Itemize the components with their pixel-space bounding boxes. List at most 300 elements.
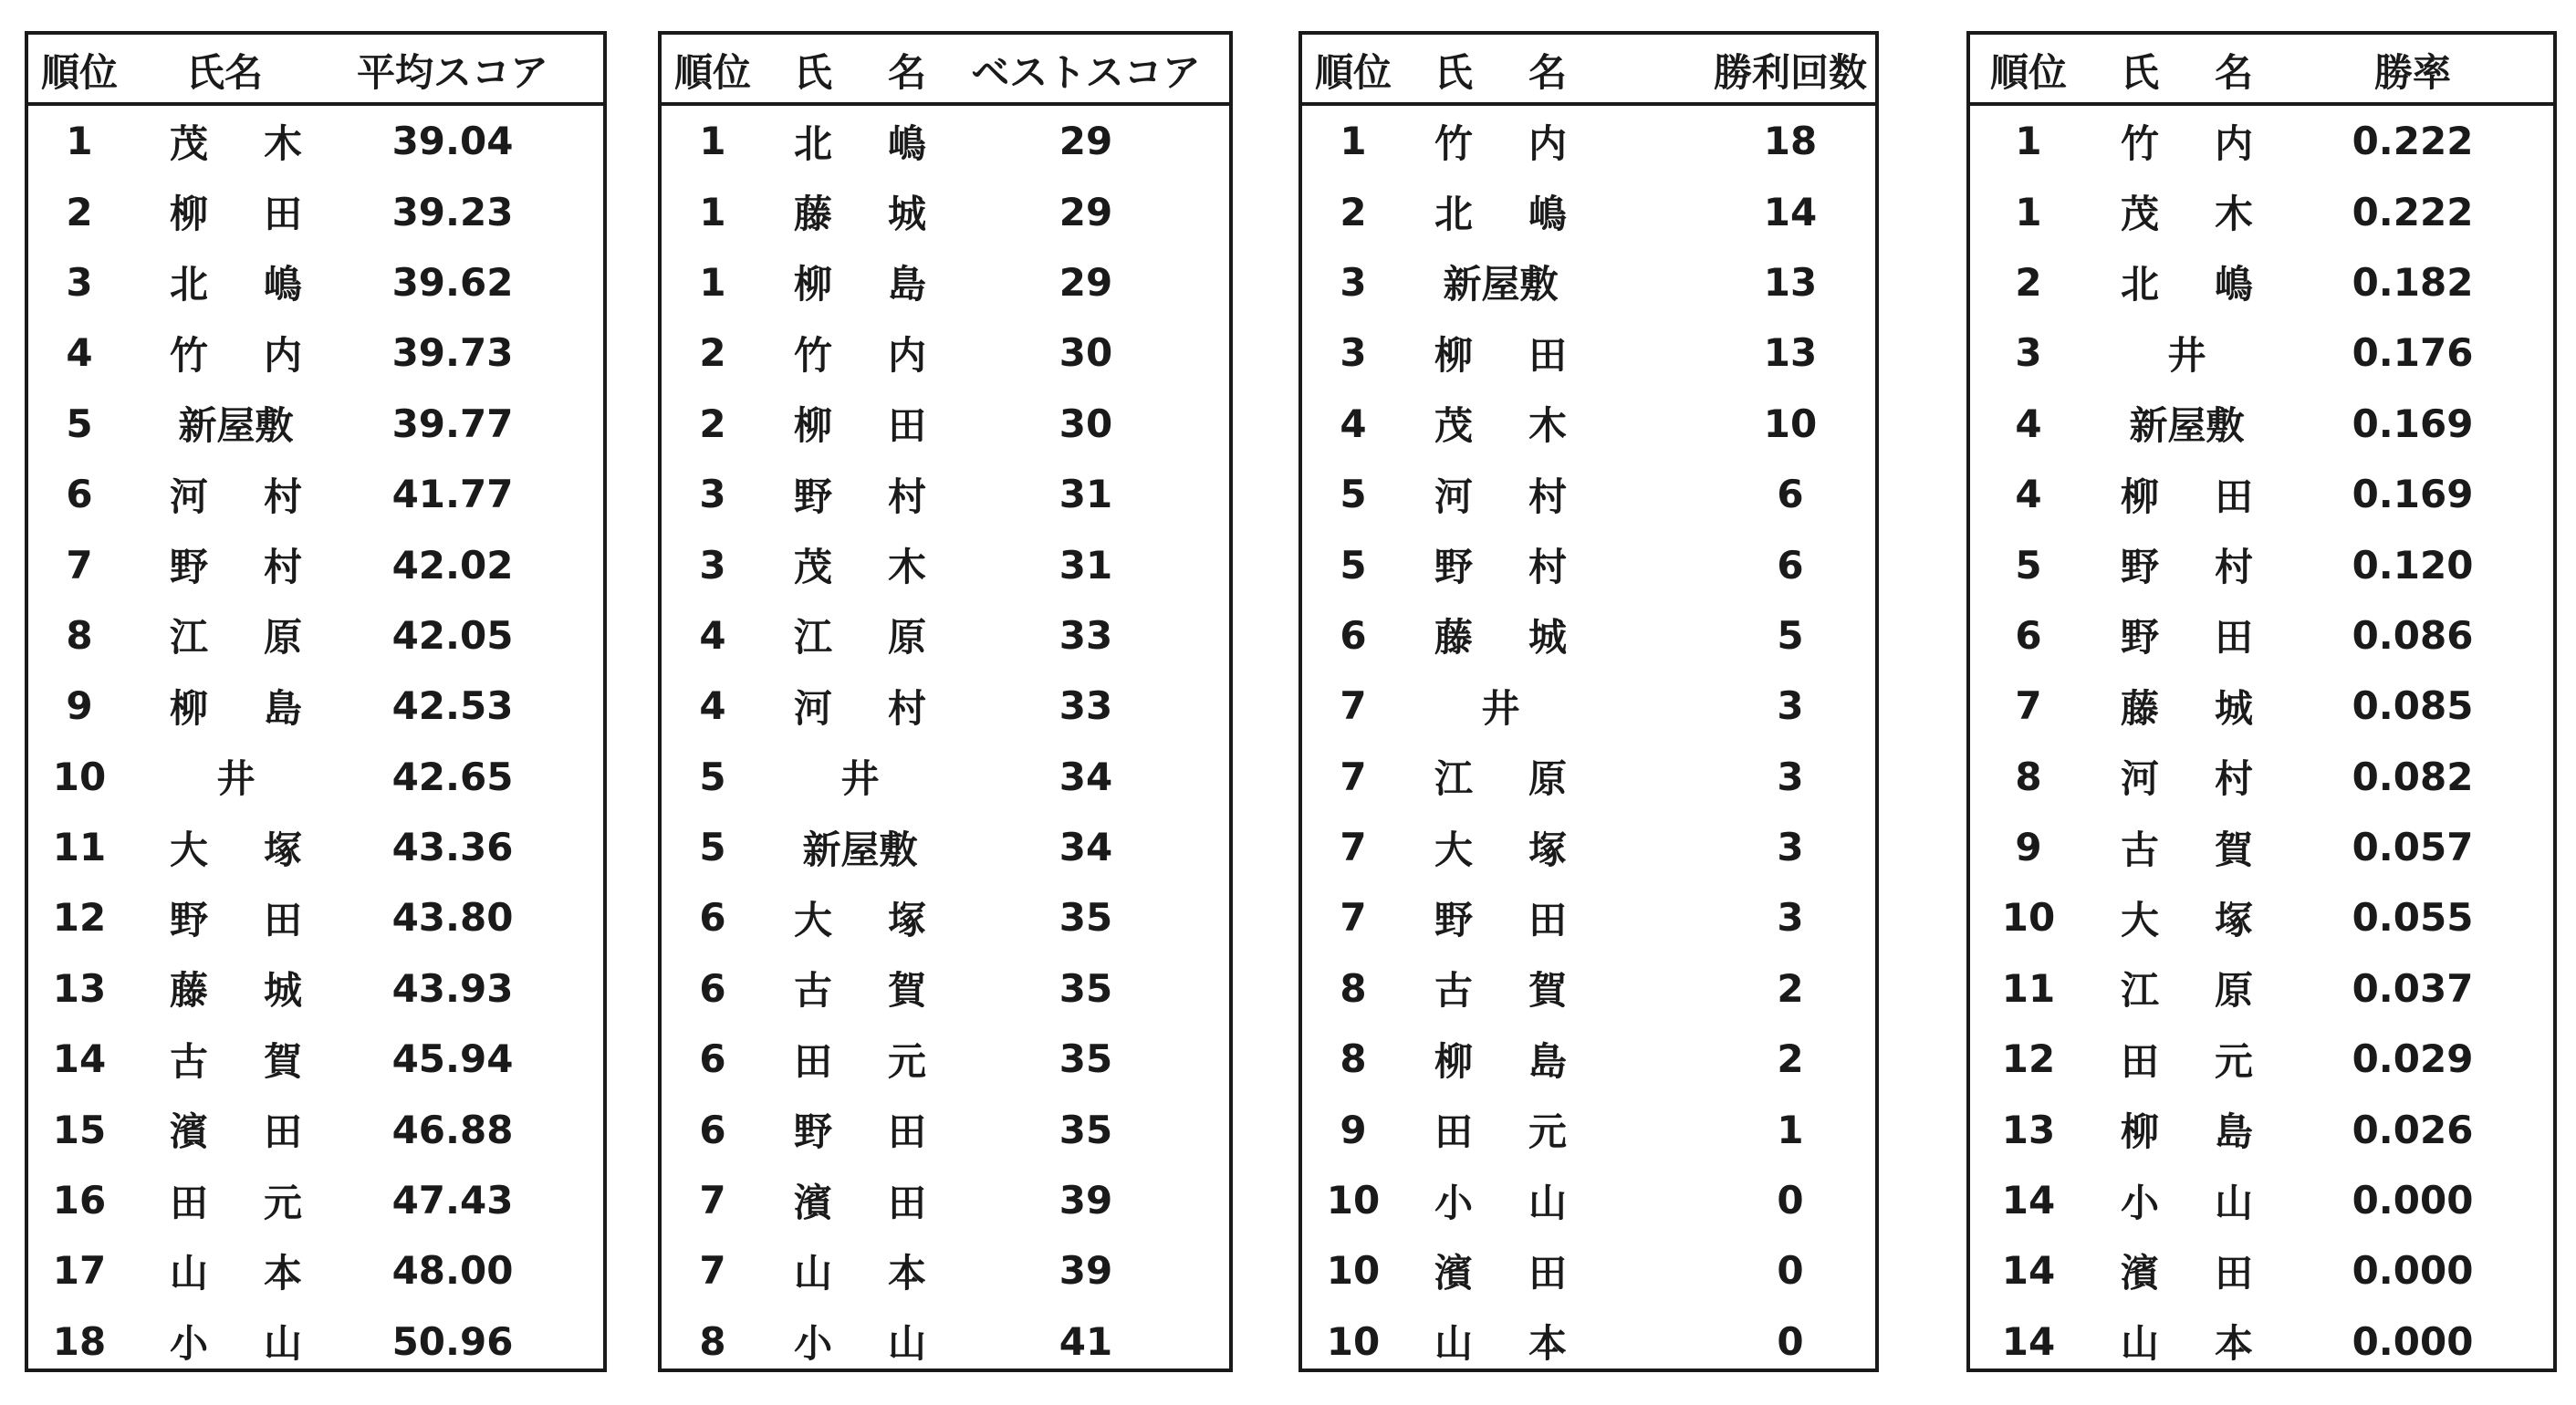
value-cell: 41	[1059, 1318, 1113, 1364]
table-row	[1302, 459, 1875, 529]
table-row	[662, 742, 1229, 812]
rank-cell: 7	[1340, 683, 1367, 729]
rank-cell: 5	[66, 401, 93, 446]
table-row	[1970, 1306, 2553, 1377]
table-row	[1970, 317, 2553, 388]
value-cell: 0.029	[2352, 1036, 2474, 1082]
value-cell: 43.80	[391, 895, 514, 941]
rank-cell: 8	[1340, 965, 1367, 1011]
value-cell: 0.082	[2352, 754, 2474, 799]
table-row	[662, 1094, 1229, 1164]
table-row	[1302, 742, 1875, 812]
table-row	[28, 176, 603, 246]
rank-cell: 7	[1340, 895, 1367, 941]
table-row	[1302, 671, 1875, 741]
rank-cell: 3	[699, 472, 726, 517]
value-cell: 30	[1059, 401, 1113, 446]
table-row	[1970, 812, 2553, 882]
value-cell: 39.62	[391, 259, 514, 305]
table-row	[28, 671, 603, 741]
value-cell: 0	[1777, 1248, 1804, 1294]
rank-cell: 9	[2015, 825, 2042, 870]
name-cell: 江 原	[2121, 968, 2253, 1014]
rank-cell: 14	[2001, 1318, 2056, 1364]
table-row	[28, 247, 603, 317]
rank-cell: 3	[699, 542, 726, 588]
name-cell: 田 元	[2121, 1038, 2253, 1084]
table-row	[1302, 1094, 1875, 1164]
name-cell: 柳 田	[1434, 332, 1567, 378]
table-row	[1302, 389, 1875, 459]
table-row	[28, 742, 603, 812]
rank-cell: 1	[1340, 119, 1367, 164]
table-row	[28, 106, 603, 176]
header-rank: 順位	[673, 50, 751, 95]
name-cell: 新屋敷	[2129, 403, 2245, 449]
table-row	[1302, 1306, 1875, 1377]
name-cell: 濱 田	[794, 1180, 926, 1225]
header-name: 氏 名	[794, 50, 926, 95]
table-header	[1970, 35, 2553, 106]
name-cell: 山 本	[1434, 1321, 1567, 1367]
table-row	[28, 529, 603, 599]
rank-cell: 10	[52, 754, 107, 799]
rank-cell: 4	[2015, 472, 2042, 517]
value-cell: 39.73	[391, 330, 514, 376]
value-cell: 42.53	[391, 683, 514, 729]
name-cell: 北 嶋	[794, 120, 926, 166]
rank-cell: 4	[699, 612, 726, 658]
name-cell: 山 本	[2121, 1321, 2253, 1367]
rank-cell: 7	[2015, 683, 2042, 729]
value-cell: 0.037	[2352, 965, 2474, 1011]
value-cell: 35	[1059, 1036, 1113, 1082]
rank-cell: 10	[1326, 1318, 1381, 1364]
table-row	[1302, 247, 1875, 317]
table-row	[1302, 600, 1875, 671]
header-value: 勝利回数	[1713, 50, 1867, 95]
value-cell: 6	[1777, 472, 1804, 517]
rank-cell: 14	[2001, 1178, 2056, 1223]
rank-cell: 4	[1340, 401, 1367, 446]
rank-cell: 7	[699, 1178, 726, 1223]
header-rank: 順位	[1989, 50, 2067, 95]
header-value: 平均スコア	[357, 50, 549, 95]
name-cell: 井	[1481, 685, 1520, 731]
rank-cell: 6	[699, 965, 726, 1011]
value-cell: 45.94	[391, 1036, 514, 1082]
rank-cell: 1	[699, 189, 726, 234]
table-row	[1970, 671, 2553, 741]
rank-cell: 1	[66, 119, 93, 164]
name-cell: 大 塚	[170, 827, 302, 872]
rank-cell: 5	[1340, 542, 1367, 588]
table-row	[662, 1235, 1229, 1306]
name-cell: 竹 内	[2121, 120, 2253, 166]
name-cell: 小 山	[1434, 1180, 1567, 1225]
rank-cell: 6	[699, 1107, 726, 1152]
value-cell: 5	[1777, 612, 1804, 658]
table-row	[1302, 529, 1875, 599]
table-row	[662, 317, 1229, 388]
name-cell: 北 嶋	[1434, 192, 1567, 237]
header-value: ベストスコア	[971, 50, 1201, 95]
rank-cell: 12	[2001, 1036, 2056, 1082]
value-cell: 3	[1777, 895, 1804, 941]
value-cell: 35	[1059, 895, 1113, 941]
name-cell: 井	[2167, 332, 2206, 378]
name-cell: 茂 木	[2121, 192, 2253, 237]
name-cell: 小 山	[2121, 1180, 2253, 1225]
name-cell: 茂 木	[794, 545, 926, 590]
average-score-table	[25, 31, 607, 1372]
table-row	[28, 1235, 603, 1306]
name-cell: 田 元	[1434, 1109, 1567, 1155]
table-row	[662, 247, 1229, 317]
value-cell: 0	[1777, 1318, 1804, 1364]
name-cell: 竹 内	[794, 332, 926, 378]
rank-cell: 10	[2001, 895, 2056, 941]
table-row	[1302, 317, 1875, 388]
value-cell: 0.176	[2352, 330, 2474, 376]
name-cell: 河 村	[794, 685, 926, 731]
table-row	[662, 529, 1229, 599]
value-cell: 0	[1777, 1178, 1804, 1223]
name-cell: 古 賀	[170, 1038, 302, 1084]
table-row	[1970, 1024, 2553, 1094]
name-cell: 田 元	[170, 1180, 302, 1225]
value-cell: 2	[1777, 1036, 1804, 1082]
table-row	[662, 1306, 1229, 1377]
header-value: 勝率	[2373, 50, 2451, 95]
rank-cell: 10	[1326, 1178, 1381, 1223]
table-row	[28, 459, 603, 529]
table-row	[662, 389, 1229, 459]
rank-cell: 6	[699, 1036, 726, 1082]
header-name: 氏 名	[1434, 50, 1567, 95]
value-cell: 29	[1059, 189, 1113, 234]
name-cell: 古 賀	[2121, 827, 2253, 872]
name-cell: 北 嶋	[170, 262, 302, 307]
table-row	[28, 600, 603, 671]
name-cell: 野 村	[794, 474, 926, 519]
value-cell: 0.085	[2352, 683, 2474, 729]
table-row	[1970, 1094, 2553, 1164]
name-cell: 柳 島	[794, 262, 926, 307]
rank-cell: 2	[699, 330, 726, 376]
name-cell: 大 塚	[1434, 827, 1567, 872]
value-cell: 0.120	[2352, 542, 2474, 588]
rank-cell: 13	[2001, 1107, 2056, 1152]
name-cell: 小 山	[170, 1321, 302, 1367]
value-cell: 0.000	[2352, 1318, 2474, 1364]
table-row	[662, 106, 1229, 176]
rank-cell: 5	[2015, 542, 2042, 588]
header-rank: 順位	[40, 50, 118, 95]
rank-cell: 10	[1326, 1248, 1381, 1294]
value-cell: 39.04	[391, 119, 514, 164]
name-cell: 河 村	[170, 474, 302, 519]
value-cell: 42.05	[391, 612, 514, 658]
name-cell: 柳 田	[170, 192, 302, 237]
rank-cell: 6	[66, 472, 93, 517]
value-cell: 29	[1059, 119, 1113, 164]
name-cell: 大 塚	[2121, 897, 2253, 942]
name-cell: 古 賀	[1434, 968, 1567, 1014]
table-row	[1302, 106, 1875, 176]
name-cell: 竹 内	[170, 332, 302, 378]
value-cell: 39.77	[391, 401, 514, 446]
value-cell: 50.96	[391, 1318, 514, 1364]
table-row	[662, 882, 1229, 952]
name-cell: 野 村	[2121, 545, 2253, 590]
rank-cell: 4	[2015, 401, 2042, 446]
best-score-table	[658, 31, 1233, 1372]
name-cell: 野 田	[2121, 615, 2253, 661]
value-cell: 0.086	[2352, 612, 2474, 658]
name-cell: 竹 内	[1434, 120, 1567, 166]
name-cell: 藤 城	[794, 192, 926, 237]
table-row	[1970, 106, 2553, 176]
name-cell: 北 嶋	[2121, 262, 2253, 307]
value-cell: 31	[1059, 542, 1113, 588]
value-cell: 42.65	[391, 754, 514, 799]
table-body	[28, 106, 603, 1377]
value-cell: 0.057	[2352, 825, 2474, 870]
value-cell: 43.36	[391, 825, 514, 870]
value-cell: 0.169	[2352, 472, 2474, 517]
value-cell: 35	[1059, 965, 1113, 1011]
name-cell: 茂 木	[1434, 403, 1567, 449]
table-row	[1970, 389, 2553, 459]
table-row	[1970, 529, 2553, 599]
value-cell: 0.000	[2352, 1178, 2474, 1223]
name-cell: 野 田	[794, 1109, 926, 1155]
value-cell: 39	[1059, 1248, 1113, 1294]
value-cell: 33	[1059, 683, 1113, 729]
value-cell: 18	[1763, 119, 1818, 164]
value-cell: 0.169	[2352, 401, 2474, 446]
name-cell: 柳 田	[2121, 474, 2253, 519]
value-cell: 35	[1059, 1107, 1113, 1152]
value-cell: 13	[1763, 330, 1818, 376]
table-row	[662, 953, 1229, 1024]
name-cell: 濱 田	[1434, 1250, 1567, 1296]
rank-cell: 7	[1340, 825, 1367, 870]
name-cell: 井	[840, 756, 880, 802]
table-body	[1302, 106, 1875, 1377]
name-cell: 藤 城	[1434, 615, 1567, 661]
rank-cell: 9	[1340, 1107, 1367, 1152]
rank-cell: 15	[52, 1107, 107, 1152]
rank-cell: 14	[2001, 1248, 2056, 1294]
table-body	[662, 106, 1229, 1377]
rank-cell: 13	[52, 965, 107, 1011]
rank-cell: 6	[699, 895, 726, 941]
table-header	[662, 35, 1229, 106]
rank-cell: 2	[2015, 259, 2042, 305]
name-cell: 新屋敷	[802, 827, 918, 872]
table-row	[1970, 882, 2553, 952]
value-cell: 3	[1777, 825, 1804, 870]
rank-cell: 11	[2001, 965, 2056, 1011]
table-row	[1302, 812, 1875, 882]
value-cell: 39.23	[391, 189, 514, 234]
table-row	[1970, 1235, 2553, 1306]
value-cell: 0.055	[2352, 895, 2474, 941]
name-cell: 柳 島	[2121, 1109, 2253, 1155]
name-cell: 江 原	[1434, 756, 1567, 802]
rank-cell: 8	[699, 1318, 726, 1364]
value-cell: 33	[1059, 612, 1113, 658]
table-row	[28, 1165, 603, 1235]
table-row	[1970, 742, 2553, 812]
table-header	[1302, 35, 1875, 106]
name-cell: 江 原	[170, 615, 302, 661]
value-cell: 10	[1763, 401, 1818, 446]
name-cell: 小 山	[794, 1321, 926, 1367]
table-row	[1302, 1165, 1875, 1235]
name-cell: 野 田	[1434, 897, 1567, 942]
rank-cell: 14	[52, 1036, 107, 1082]
rank-cell: 8	[1340, 1036, 1367, 1082]
value-cell: 34	[1059, 825, 1113, 870]
table-row	[28, 882, 603, 952]
table-row	[28, 1306, 603, 1377]
table-row	[28, 812, 603, 882]
value-cell: 47.43	[391, 1178, 514, 1223]
name-cell: 江 原	[794, 615, 926, 661]
table-body	[1970, 106, 2553, 1377]
table-row	[1302, 1024, 1875, 1094]
table-row	[1302, 882, 1875, 952]
table-row	[28, 953, 603, 1024]
table-row	[662, 1165, 1229, 1235]
value-cell: 46.88	[391, 1107, 514, 1152]
rank-cell: 4	[66, 330, 93, 376]
name-cell: 茂 木	[170, 120, 302, 166]
value-cell: 13	[1763, 259, 1818, 305]
rank-cell: 3	[1340, 330, 1367, 376]
table-header	[28, 35, 603, 106]
table-row	[28, 317, 603, 388]
value-cell: 3	[1777, 683, 1804, 729]
rank-cell: 3	[66, 259, 93, 305]
table-row	[1302, 1235, 1875, 1306]
value-cell: 48.00	[391, 1248, 514, 1294]
table-row	[1970, 176, 2553, 246]
name-cell: 大 塚	[794, 897, 926, 942]
value-cell: 39	[1059, 1178, 1113, 1223]
value-cell: 34	[1059, 754, 1113, 799]
rank-cell: 12	[52, 895, 107, 941]
table-row	[1970, 953, 2553, 1024]
rank-cell: 1	[2015, 189, 2042, 234]
header-rank: 順位	[1314, 50, 1392, 95]
table-row	[662, 1024, 1229, 1094]
rank-cell: 4	[699, 683, 726, 729]
name-cell: 田 元	[794, 1038, 926, 1084]
value-cell: 1	[1777, 1107, 1804, 1152]
rank-cell: 1	[2015, 119, 2042, 164]
rank-cell: 18	[52, 1318, 107, 1364]
table-row	[1970, 600, 2553, 671]
name-cell: 柳 田	[794, 403, 926, 449]
table-row	[1970, 1165, 2553, 1235]
rank-cell: 5	[699, 754, 726, 799]
value-cell: 30	[1059, 330, 1113, 376]
value-cell: 2	[1777, 965, 1804, 1011]
name-cell: 河 村	[1434, 474, 1567, 519]
table-row	[662, 176, 1229, 246]
rank-cell: 5	[699, 825, 726, 870]
rank-cell: 5	[1340, 472, 1367, 517]
rank-cell: 8	[66, 612, 93, 658]
name-cell: 柳 島	[1434, 1038, 1567, 1084]
rank-cell: 1	[699, 119, 726, 164]
table-row	[28, 1024, 603, 1094]
name-cell: 河 村	[2121, 756, 2253, 802]
rank-cell: 2	[1340, 189, 1367, 234]
table-row	[28, 389, 603, 459]
rank-cell: 3	[1340, 259, 1367, 305]
table-row	[1970, 247, 2553, 317]
rank-cell: 9	[66, 683, 93, 729]
table-row	[662, 812, 1229, 882]
name-cell: 野 田	[170, 897, 302, 942]
rank-cell: 7	[66, 542, 93, 588]
value-cell: 29	[1059, 259, 1113, 305]
value-cell: 31	[1059, 472, 1113, 517]
table-row	[1302, 176, 1875, 246]
value-cell: 41.77	[391, 472, 514, 517]
rank-cell: 3	[2015, 330, 2042, 376]
value-cell: 14	[1763, 189, 1818, 234]
value-cell: 0.182	[2352, 259, 2474, 305]
rank-cell: 8	[2015, 754, 2042, 799]
rank-cell: 7	[699, 1248, 726, 1294]
table-row	[662, 600, 1229, 671]
name-cell: 井	[216, 756, 256, 802]
rank-cell: 6	[2015, 612, 2042, 658]
table-row	[1302, 953, 1875, 1024]
value-cell: 3	[1777, 754, 1804, 799]
rank-cell: 17	[52, 1248, 107, 1294]
table-row	[28, 1094, 603, 1164]
value-cell: 6	[1777, 542, 1804, 588]
win-count-table	[1298, 31, 1879, 1372]
rank-cell: 2	[66, 189, 93, 234]
name-cell: 柳 島	[170, 685, 302, 731]
name-cell: 野 村	[1434, 545, 1567, 590]
win-rate-table	[1966, 31, 2557, 1372]
table-row	[1970, 459, 2553, 529]
name-cell: 野 村	[170, 545, 302, 590]
name-cell: 濱 田	[170, 1109, 302, 1155]
value-cell: 0.000	[2352, 1248, 2474, 1294]
value-cell: 0.222	[2352, 119, 2474, 164]
name-cell: 濱 田	[2121, 1250, 2253, 1296]
rank-cell: 2	[699, 401, 726, 446]
name-cell: 山 本	[794, 1250, 926, 1296]
value-cell: 42.02	[391, 542, 514, 588]
header-name: 氏名	[185, 50, 263, 95]
name-cell: 藤 城	[170, 968, 302, 1014]
name-cell: 山 本	[170, 1250, 302, 1296]
rank-cell: 6	[1340, 612, 1367, 658]
table-row	[662, 671, 1229, 741]
header-name: 氏 名	[2121, 50, 2253, 95]
